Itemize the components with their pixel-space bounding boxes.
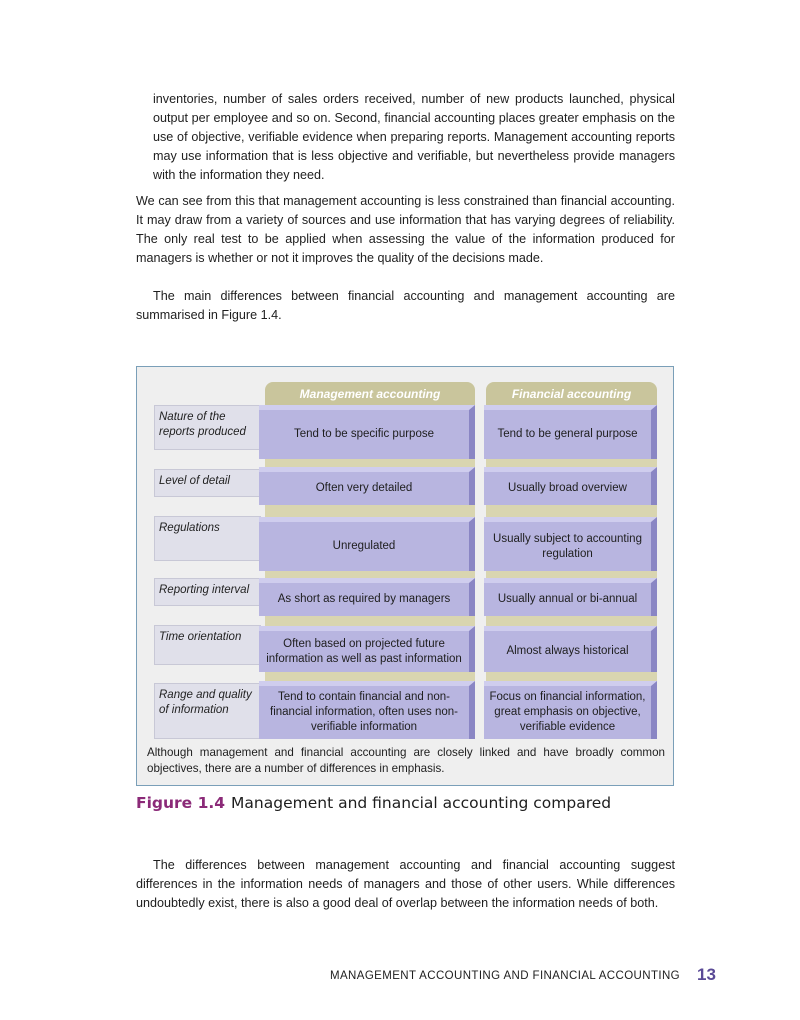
cell-financial-interval: Usually annual or bi-annual bbox=[484, 578, 657, 616]
column-header-management: Management accounting bbox=[265, 382, 475, 407]
column-header-financial: Financial accounting bbox=[486, 382, 657, 407]
figure-number: Figure 1.4 bbox=[136, 794, 226, 812]
figure-title-text: Management and financial accounting compared bbox=[231, 794, 612, 812]
cell-management-range: Tend to contain financial and non-financial information, often uses non-verifiable information bbox=[259, 681, 475, 739]
row-label-range: Range and quality of information bbox=[154, 683, 261, 739]
body-paragraph-2-text: The main differences between financial accounting and management accounting are summarised in Figure 1.4. bbox=[136, 289, 675, 322]
figure-caption-text: Although management and financial accounting are closely linked and have broadly common objectives, there are a number of differences in emphasis. bbox=[147, 746, 665, 775]
row-label-time: Time orientation bbox=[154, 625, 261, 665]
indented-extract-paragraph: inventories, number of sales orders received, number of new products launched, physical output per employee and so on. Second, financial accounting places greater emphasis on the use of objective, verifiable evidence when preparing reports. Management accounting reports may use information that is less objective and verifiable, but nevertheless provide managers with the information they need. bbox=[153, 92, 675, 182]
figure-1-4-panel bbox=[136, 366, 674, 786]
row-label-nature: Nature of the reports produced bbox=[154, 405, 261, 450]
figure-title bbox=[136, 794, 611, 812]
cell-financial-nature: Tend to be general purpose bbox=[484, 405, 657, 459]
row-label-interval: Reporting interval bbox=[154, 578, 261, 606]
body-paragraph-3-text: The differences between management accounting and financial accounting suggest differences in the information needs of managers and those of other users. While differences undoubtedly exist, there is also a good deal of overlap between the information needs of both. bbox=[136, 858, 675, 910]
cell-financial-regulations: Usually subject to accounting regulation bbox=[484, 517, 657, 571]
cell-management-regulations: Unregulated bbox=[259, 517, 475, 571]
row-label-detail: Level of detail bbox=[154, 469, 261, 497]
cell-management-detail: Often very detailed bbox=[259, 467, 475, 505]
body-paragraph-2 bbox=[136, 287, 675, 325]
cell-management-nature: Tend to be specific purpose bbox=[259, 405, 475, 459]
page-number: 13 bbox=[697, 965, 716, 984]
cell-financial-time: Almost always historical bbox=[484, 626, 657, 672]
body-paragraph-1: We can see from this that management accounting is less constrained than financial accounting. It may draw from a variety of sources and use information that has varying degrees of reliability. The only real test to be applied when assessing the value of the information produced for managers is whether or not it improves the quality of the decisions made. bbox=[136, 194, 675, 265]
cell-management-interval: As short as required by managers bbox=[259, 578, 475, 616]
body-paragraph-3 bbox=[136, 856, 675, 913]
cell-management-time: Often based on projected future information as well as past information bbox=[259, 626, 475, 672]
cell-financial-range: Focus on financial information, great emphasis on objective, verifiable evidence bbox=[484, 681, 657, 739]
cell-financial-detail: Usually broad overview bbox=[484, 467, 657, 505]
row-label-regulations: Regulations bbox=[154, 516, 261, 561]
running-head: MANAGEMENT ACCOUNTING AND FINANCIAL ACCOUNTING bbox=[330, 970, 681, 982]
